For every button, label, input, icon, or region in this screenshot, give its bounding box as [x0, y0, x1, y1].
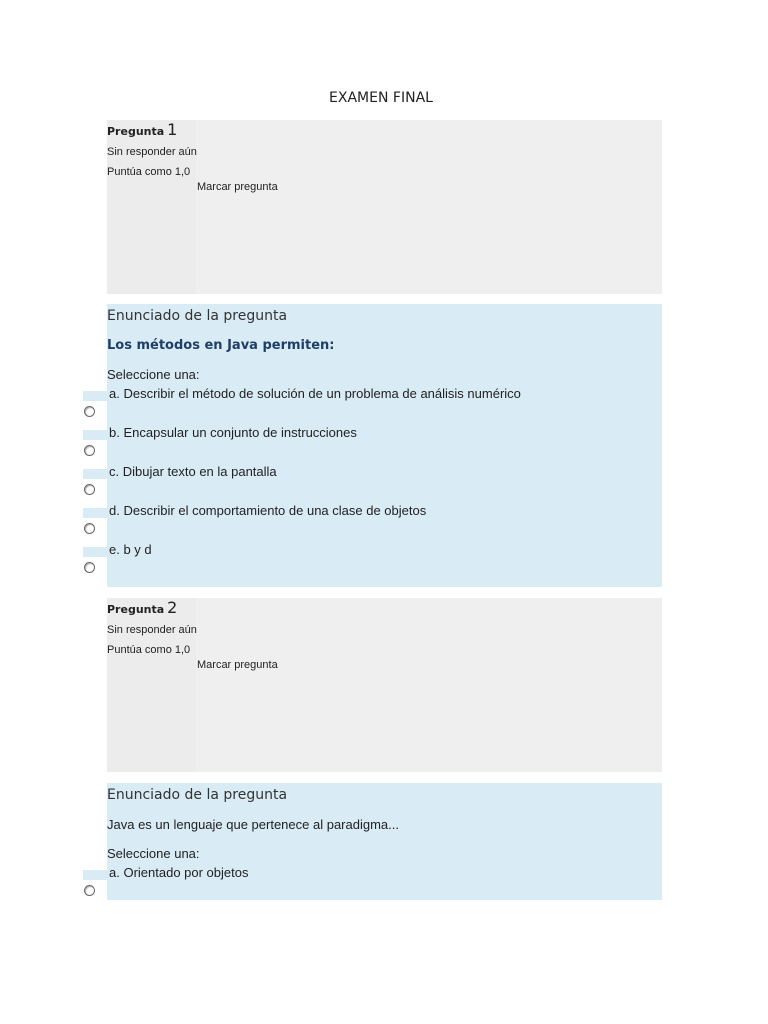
answer-option: [107, 865, 662, 899]
flag-question-link[interactable]: Marcar pregunta: [197, 659, 278, 671]
answer-radio[interactable]: [84, 523, 95, 534]
question-number: 1: [167, 120, 178, 139]
flag-question-link[interactable]: Marcar pregunta: [197, 181, 278, 193]
radio-strip: [83, 469, 107, 497]
answer-label[interactable]: c. Dibujar texto en la pantalla: [109, 464, 277, 479]
question-state: Sin responder aún: [107, 146, 197, 158]
answer-label[interactable]: b. Encapsular un conjunto de instrucciones: [109, 425, 357, 440]
answer-label[interactable]: e. b y d: [109, 542, 152, 557]
answer-option: [107, 386, 662, 420]
question-text: Java es un lenguaje que pertenece al paradigma...: [107, 817, 399, 832]
question-grade: Puntúa como 1,0: [107, 644, 191, 656]
question-heading-label: Pregunta: [107, 125, 165, 138]
answer-label[interactable]: a. Orientado por objetos: [109, 865, 249, 880]
question-text: Los métodos en Java permiten:: [107, 338, 335, 353]
question-grade: Puntúa como 1,0: [107, 166, 191, 178]
question-heading-label: Pregunta: [107, 603, 165, 616]
question-1-info: [107, 120, 662, 294]
question-1-content: [107, 304, 662, 587]
radio-strip: [83, 547, 107, 575]
question-state: Sin responder aún: [107, 624, 197, 636]
radio-strip: [83, 870, 107, 898]
answer-option: [107, 464, 662, 498]
prompt-label: Enunciado de la pregunta: [107, 787, 288, 803]
question-heading: [107, 120, 177, 139]
question-number: 2: [167, 598, 178, 617]
answer-radio[interactable]: [84, 445, 95, 456]
answer-radio[interactable]: [84, 484, 95, 495]
answer-radio[interactable]: [84, 885, 95, 896]
page-title: EXAMEN FINAL: [329, 90, 433, 106]
question-heading: [107, 598, 177, 617]
radio-strip: [83, 430, 107, 458]
answer-radio[interactable]: [84, 406, 95, 417]
select-one-label: Seleccione una:: [107, 367, 200, 382]
answer-radio[interactable]: [84, 562, 95, 573]
prompt-label: Enunciado de la pregunta: [107, 308, 288, 324]
radio-strip: [83, 391, 107, 419]
answer-label[interactable]: a. Describir el método de solución de un problema de análisis numérico: [109, 386, 521, 401]
answer-option: [107, 503, 662, 537]
answer-option: [107, 542, 662, 576]
answer-label[interactable]: d. Describir el comportamiento de una clase de objetos: [109, 503, 427, 518]
question-2-info: [107, 598, 662, 772]
select-one-label: Seleccione una:: [107, 846, 200, 861]
question-2-content: [107, 783, 662, 900]
radio-strip: [83, 508, 107, 536]
answer-option: [107, 425, 662, 459]
